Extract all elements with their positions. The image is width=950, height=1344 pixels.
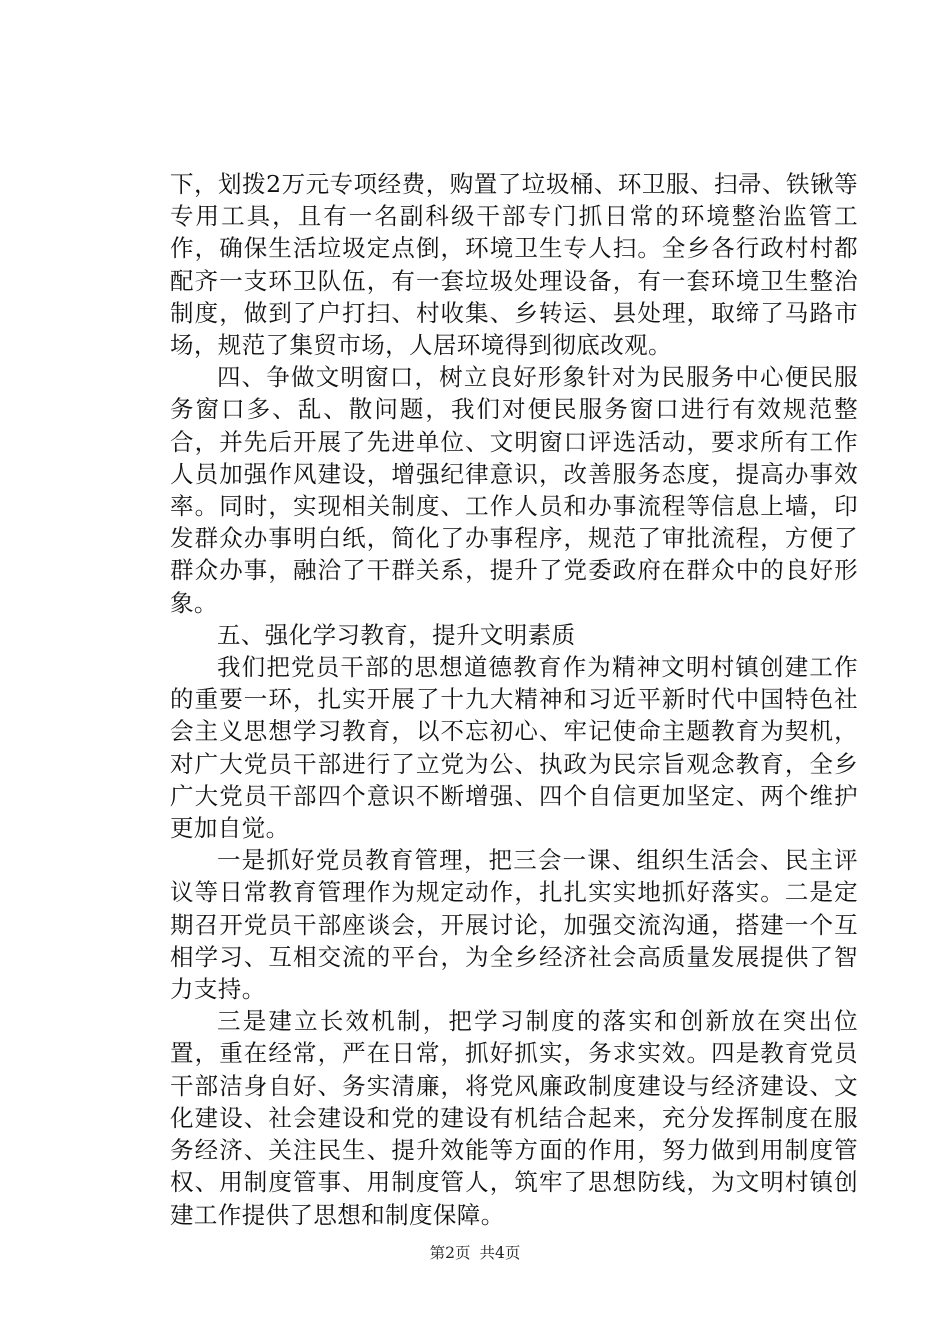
page-footer [0, 1243, 950, 1263]
section-heading-five: 五、强化学习教育，提升文明素质 [217, 620, 576, 649]
paragraph-continuation: 下，划拨2万元专项经费，购置了垃圾桶、环卫服、扫帚、铁锹等专用工具，且有一名副科级干部专门抓日常的环境整治监管工作，确保生活垃圾定点倒，环境卫生专人扫。全乡各行政村村都配齐一支环卫队伍，有一套垃圾处理设备，有一套环境卫生整治制度，做到了户打扫、村收集、乡转运、县处理，取缔了马路市场，规范了集贸市场，人居环境得到彻底改观。 [170, 170, 858, 360]
total-pages: 共4页 [479, 1244, 521, 1262]
document-body [170, 168, 858, 1231]
paragraph-study-education: 我们把党员干部的思想道德教育作为精神文明村镇创建工作的重要一环，扎实开展了十九大精神和习近平新时代中国特色社会主义思想学习教育，以不忘初心、牢记使命主题教育为契机，对广大党员干部进行了立党为公、执政为民宗旨观念教育，全乡广大党员干部四个意识不断增强、四个自信更加坚定、两个维护更加自觉。 [170, 653, 858, 843]
paragraph-long-term-mechanism: 三是建立长效机制，把学习制度的落实和创新放在突出位置，重在经常，严在日常，抓好抓实，务求实效。四是教育党员干部洁身自好、务实清廉，将党风廉政制度建设与经济建设、文化建设、社会建设和党的建设有机结合起来，充分发挥制度在服务经济、关注民生、提升效能等方面的作用，努力做到用制度管权、用制度管事、用制度管人，筑牢了思想防线，为文明村镇创建工作提供了思想和制度保障。 [170, 1007, 858, 1229]
paragraph-party-education: 一是抓好党员教育管理，把三会一课、组织生活会、民主评议等日常教育管理作为规定动作，扎扎实实地抓好落实。二是定期召开党员干部座谈会，开展讨论，加强交流沟通，搭建一个互相学习、互相交流的平台，为全乡经济社会高质量发展提供了智力支持。 [170, 846, 858, 1004]
page-number: 第2页 [429, 1244, 471, 1262]
paragraph-section-four: 四、争做文明窗口，树立良好形象针对为民服务中心便民服务窗口多、乱、散问题，我们对便民服务窗口进行有效规范整合，并先后开展了先进单位、文明窗口评选活动，要求所有工作人员加强作风建设，增强纪律意识，改善服务态度，提高办事效率。同时，实现相关制度、工作人员和办事流程等信息上墙，印发群众办事明白纸，简化了办事程序，规范了审批流程，方便了群众办事，融洽了干群关系，提升了党委政府在群众中的良好形象。 [170, 363, 858, 617]
